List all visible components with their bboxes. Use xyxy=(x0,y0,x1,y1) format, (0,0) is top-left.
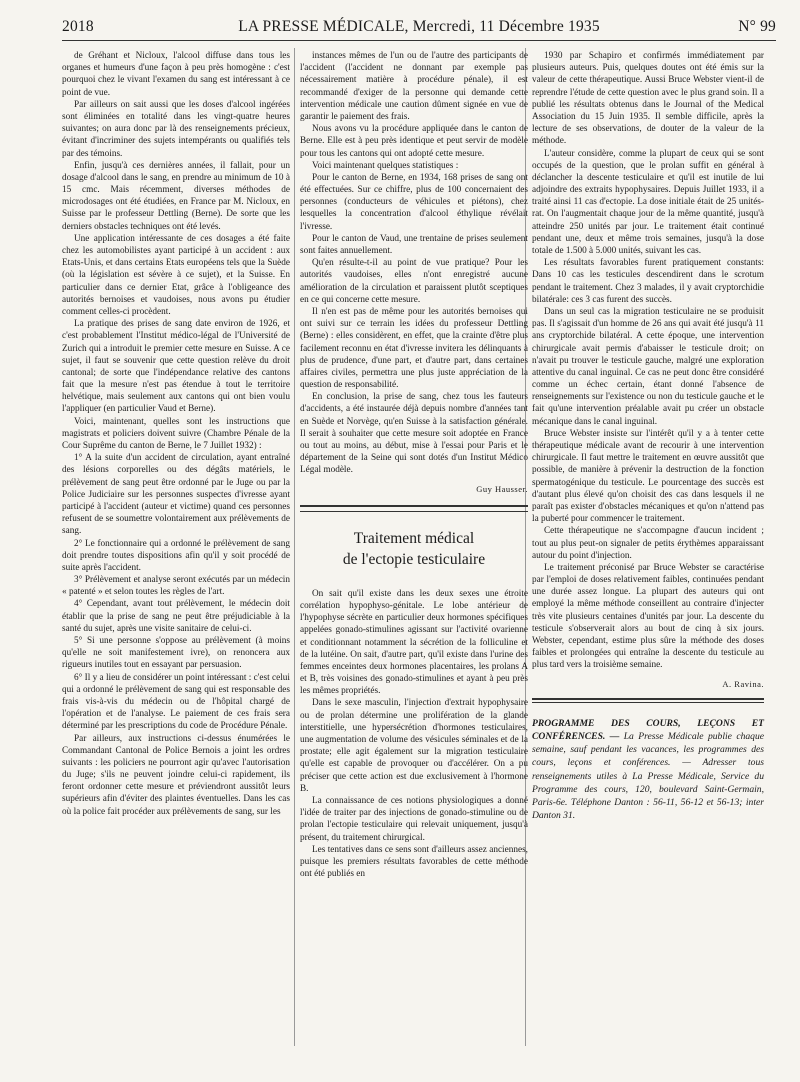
paragraph: 2° Le fonctionnaire qui a ordonné le prélèvement de sang doit prendre toutes dispositions afin qu'il y soit procédé de suite après l'accident. xyxy=(62,538,290,573)
paragraph: Pour le canton de Vaud, une trentaine de prises seulement sont faites annuellement. xyxy=(300,233,528,256)
programme-notice-address: , Service du Programme des cours, 120, boulevard Saint-Germain, Paris-6e. Téléphone Danton : 56-11, 56-12 et 56-13; inter Danton 31. xyxy=(532,770,764,822)
column-3 xyxy=(532,50,764,822)
paragraph: Bruce Webster insiste sur l'intérêt qu'il y a à tenter cette thérapeutique médicale avant de recourir à une intervention chirurgicale. Il faut mettre le traitement en œuvre aussitôt que possible, de manière à prévenir la destruction de la fonction spermatogénique du testicule. Le pourcentage des succès est d'autant plus élevé qu'on choisit des cas dans lesquels il ne paraît pas exister d'obstacles mécaniques et qu'on n'attend pas la puberté pour commencer le traitement. xyxy=(532,428,764,525)
article-separator xyxy=(300,505,528,507)
author-signature: Guy Hausser. xyxy=(476,483,528,494)
paragraph: Les tentatives dans ce sens sont d'ailleurs assez anciennes, puisque les premiers résultats favorables de cette méthode ont été publiés en xyxy=(300,844,528,880)
paragraph: Dans un seul cas la migration testiculaire ne se produisit pas. Il s'agissait d'un homme de 26 ans qui avait été jusqu'à 11 ans cryptorchide bilatéral. A cette époque, une intervention chirurgicale avait permis d'abaisser le testicule droit; on n'avait pu trouver le testicule gauche, malgré une exploration attentive du canal inguinal. Ce cas ne peut donc être considéré comme un échec certain, étant donné l'absence de renseignements sur l'existence ou non du testicule gauche et le fait qu'une intervention préalable avait pu créer un obstacle mécanique dans le canal inguinal. xyxy=(532,306,764,427)
page-number: 2018 xyxy=(62,18,94,35)
paragraph: 1° A la suite d'un accident de circulation, ayant entraîné des lésions corporelles ou des dégâts matériels, le prélèvement de sang peut être ordonné par le Juge ou par la Police Judiciaire sur les personnes suspectes d'ivresse ayant participé à l'accident (auteur et victime) quand ces personnes refusent de se soumettre volontairement aux prélèvements de sang. xyxy=(62,453,290,537)
paragraph: de Gréhant et Nicloux, l'alcool diffuse dans tous les organes et humeurs d'une façon à peu près homogène : c'est pourquoi chez le vivant l'examen du sang est intéressant à ce point de vue. xyxy=(62,51,290,98)
paragraph: L'auteur considère, comme la plupart de ceux qui se sont occupés de la question, que le prolan suffit en général à déclancher la descente testiculaire et qu'il est inutile de lui adjoindre des extraits hypophysaires. Depuis Juillet 1933, il a traité ainsi 11 cas d'ectopie. La dose initiale était de 25 unités-rat. On l'augmentait chaque jour de la même quantité, jusqu'à atteindre 250 unités par jour. Le traitement était continué pendant une, deux et même trois semaines, jusqu'à la dose totale de 1.500 à 5.000 unités, suivant les cas. xyxy=(532,148,764,256)
paragraph: Par ailleurs, aux instructions ci-dessus énumérées le Commandant Cantonal de Police Bernois a joint les ordres suivants : les policiers ne pourront agir qu'avec l'autorisation du Juge; s'ils ne peuvent joindre celui-ci rapidement, ils feront ordonner cette mesure et préviendront aussitôt leurs supérieurs afin d'éviter des plaintes éventuelles. Dans les cas où la police fait procéder aux prélèvements de sang, sur les xyxy=(62,733,290,817)
paragraph: Enfin, jusqu'à ces dernières années, il fallait, pour un dosage d'alcool dans le sang, en prendre au minimum de 10 à 15 cmc. Mais récemment, diverses méthodes de microdosages ont été étudiées, en France par M. Nicloux, en Suisse par le professeur Dettling (Berne). De sorte que les derniers obstacles techniques ont été levés. xyxy=(62,160,290,232)
paragraph: Pour le canton de Berne, en 1934, 168 prises de sang ont été effectuées. Sur ce chiffre, plus de 100 concernaient des personnes (conducteurs de véhicules et piétons), chez lesquelles la concentration d'alcool éthylique révélait l'ivresse. xyxy=(300,172,528,232)
paragraph: Voici maintenant quelques statistiques : xyxy=(312,160,459,171)
paragraph: 4° Cependant, avant tout prélèvement, le médecin doit établir que la prise de sang ne peut être préjudiciable à la santé du sujet, après une visite sanitaire de celui-ci. xyxy=(62,599,290,634)
paragraph: On sait qu'il existe dans les deux sexes une étroite corrélation hypophyso-génitale. Le lobe antérieur de l'hypophyse sécrète en particulier deux hormones spécifiques appelées gonado-stimulines agissant sur l'activité ovarienne et conditionnant notamment la sécrétion de la folliculine et de la lutéine. On sait, d'autre part, qu'il existe dans l'urine des femmes enceintes deux hormones placentaires, les prolans A et B, très voisines des gonado-stimulines et ayant à peu près les mêmes propriétés. xyxy=(300,588,528,697)
programme-notice-text: publie chaque semaine, sauf pendant les vacances, les programmes des cours, leçons et conférences. — Adresser tous renseignements utiles à xyxy=(532,730,765,782)
programme-notice xyxy=(532,717,764,823)
journal-name: La Presse Médicale xyxy=(632,770,714,782)
paragraph: La pratique des prises de sang date environ de 1926, et c'est probablement l'Institut médico-légal de l'Université de Zurich qui a introduit le premier cette mesure en Suisse. A ce sujet, il faut se souvenir que cette question relève du droit cantonal; de sorte que l'indépendance relative des cantons fait que la mesure n'est pas étendue à tout le territoire helvétique, mais seulement aux cantons qui ont bien voulu l'appliquer (en particulier Vaud et Berne). xyxy=(62,319,290,415)
article-separator xyxy=(532,702,764,703)
author-signature: A. Ravina. xyxy=(722,678,764,689)
article-title-line-2: de l'ectopie testiculaire xyxy=(342,550,486,568)
article-title xyxy=(300,528,528,570)
paragraph: 6° Il y a lieu de considérer un point intéressant : c'est celui qui a ordonné le prélèvement de sang qui est responsable des frais vis-à-vis du médecin ou de l'hôpital chargé de l'opération et de l'analyse. Le paiement de ces frais sera déterminé par les prescriptions du code de Procédure Pénale. xyxy=(62,672,290,732)
paragraph: Dans le sexe masculin, l'injection d'extrait hypophysaire ou de prolan détermine une prolifération de la glande interstitielle, une hypersécrétion d'hormones testiculaires, une augmentation de volume des vésicules séminales et de la prostate; elle agit également sur la migration testiculaire qu'elle est capable de provoquer ou d'accélérer. On a pu préciser que cette action est due exclusivement à l'hormone B. xyxy=(300,698,528,794)
page-header xyxy=(62,18,776,38)
article-title-line-1: Traitement médical xyxy=(353,529,475,547)
journal-name: La Presse Médicale xyxy=(623,730,704,742)
paragraph: Le traitement préconisé par Bruce Webster se caractérise par l'emploi de doses relativement faibles, continuées pendant une durée assez longue. La plupart des auteurs qui ont employé la même méthode conseillent au contraire d'injecter très vite plusieurs centaines d'unités par jour. La descente du testicule s'observerait alors au bout de cinq à six jours. Webster, cependant, estime plus sûre la méthode des doses faibles et prolongées qui entraîne la descente du testicule au plus tard vers la troisième semaine. xyxy=(532,562,764,671)
column-2 xyxy=(300,50,528,880)
column-divider xyxy=(294,48,295,1046)
programme-notice-heading: PROGRAMME DES COURS, LEÇONS ET CONFÉRENCES. — xyxy=(532,717,764,742)
paragraph: Il n'en est pas de même pour les autorités bernoises qui ont suivi sur ce terrain les idées du professeur Dettling (Berne) : elles considèrent, en effet, que la crainte d'être plus facilement reconnu en état d'ivresse invitera les délinquants à plus de prudence, d'une part, et d'autre part, dans certaines affaires civiles, permettra une plus juste appréciation de la question de responsabilité. xyxy=(300,306,528,391)
paragraph: 3° Prélèvement et analyse seront exécutés par un médecin « patenté » et selon toutes les règles de l'art. xyxy=(62,575,290,598)
paragraph: Les résultats favorables furent pratiquement constants: Dans 10 cas les testicules descendirent dans le scrotum pendant le traitement. Chez 3 malades, il y avait cryptorchidie bilatérale: ces 3 cas furent des succès. xyxy=(532,258,764,305)
paragraph: La connaissance de ces notions physiologiques a donné l'idée de traiter par des injections de gonado-stimuline ou de prolan l'ectopie testiculaire qui relevait uniquement, jusqu'à présent, du traitement chirurgical. xyxy=(300,795,528,843)
paragraph: Nous avons vu la procédure appliquée dans le canton de Berne. Elle est à peu près identique et peut servir de modèle pour tous les cantons qui ont adopté cette mesure. xyxy=(300,124,528,159)
paragraph: Une application intéressante de ces dosages a été faite chez les automobilistes ayant participé à un accident : aux Etats-Unis, et dans certains Etats européens tels que la Suède (où la législation est sévère à ce sujet), et la Suisse. En particulier dans ce dernier Etat, grâce à l'obligeance des autorités bernoises et vaudoises, nous avons pu étudier comment celles-ci procèdent. xyxy=(62,233,290,317)
issue-number: N° 99 xyxy=(738,18,776,35)
paragraph: Cette thérapeutique ne s'accompagne d'aucun incident ; tout au plus peut-on signaler de petits érythèmes apparaissant autour du point d'injection. xyxy=(532,526,764,561)
header-rule xyxy=(62,40,776,41)
article-separator xyxy=(300,511,528,512)
journal-title: LA PRESSE MÉDICALE, Mercredi, 11 Décembre 1935 xyxy=(238,18,600,35)
paragraph: Voici, maintenant, quelles sont les instructions que magistrats et policiers doivent suivre (Chambre Pénale de la Cour Suprême du canton de Berne, le 7 Juillet 1932) : xyxy=(62,416,290,451)
paragraph: En conclusion, la prise de sang, chez tous les fauteurs d'accidents, a été instaurée déjà depuis nombre d'années tant en Suède et Norvège, qu'en Suisse à la satisfaction générale. Il serait à souhaiter que cette mesure soit adoptée en France ou tout au moins, au début, mise à l'essai pour Paris et le département de la Seine qui sont dotés d'un Institut Médico Légal modèle. xyxy=(300,392,528,476)
column-1 xyxy=(62,50,290,818)
paragraph: Par ailleurs on sait aussi que les doses d'alcool ingérées sont éliminées en totalité dans les vingt-quatre heures suivantes; on aura donc par là des renseignements précieux, évitant d'incriminer des sujets intempérants ou qualifiés tels par des témoins. xyxy=(62,99,290,159)
paragraph: Qu'en résulte-t-il au point de vue pratique? Pour les autorités vaudoises, elles n'ont enregistré aucune amélioration de la circulation et paraissent plutôt sceptiques en ce qui concerne cette mesure. xyxy=(300,258,528,305)
paragraph: 1930 par Schapiro et confirmés immédiatement par plusieurs auteurs. Puis, quelques doutes ont été émis sur la valeur de cette thérapeutique. Aussi Bruce Webster vient-il de reprendre l'étude de cette question avec le plus grand soin. Il a publié les résultats obtenus dans le Journal of the Medical Association du 15 Juin 1935. Il semble difficile, après la lecture de ses observations, de douter de la valeur de la méthode. xyxy=(532,51,764,147)
paragraph: 5° Si une personne s'oppose au prélèvement (à moins qu'elle ne soit manifestement ivre), on renoncera aux rigueurs inutiles tout en essayant par persuasion. xyxy=(62,636,290,671)
paragraph: instances mêmes de l'un ou de l'autre des participants de l'accident (l'accident ne donnant par exemple pas nécessairement matière à procédure pénale), il est recommandé d'exiger de la personne qui demande cette intervention médicale une caution dûment signée en vue de garantir le paiement des frais. xyxy=(300,51,528,122)
article-separator xyxy=(532,698,764,700)
